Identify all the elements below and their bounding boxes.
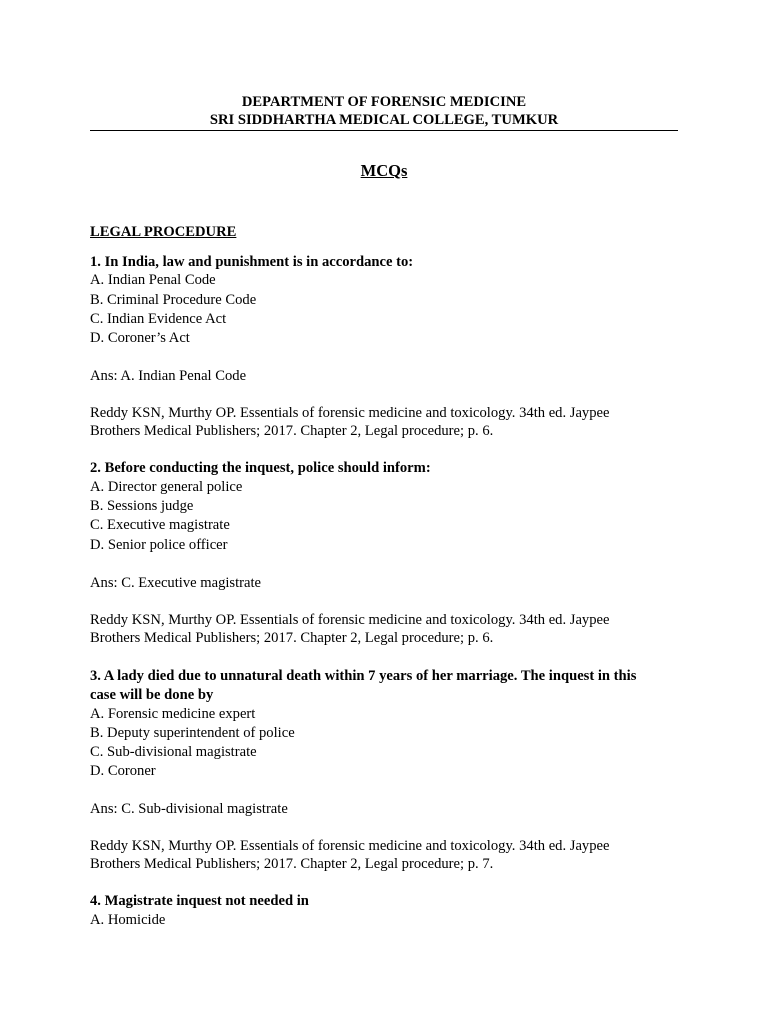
q2-option-c: C. Executive magistrate [90, 517, 230, 533]
q4-option-a: A. Homicide [90, 912, 166, 928]
question-2: 2. Before conducting the inquest, police should inform: [90, 460, 431, 476]
department-heading: DEPARTMENT OF FORENSIC MEDICINE [241, 94, 527, 110]
q2-option-b: B. Sessions judge [90, 498, 194, 514]
q1-option-c: C. Indian Evidence Act [90, 311, 227, 327]
question-3-line1: 3. A lady died due to unnatural death within 7 years of her marriage. The inquest in this [90, 668, 637, 684]
q1-option-b: B. Criminal Procedure Code [90, 292, 257, 308]
question-4: 4. Magistrate inquest not needed in [90, 893, 309, 909]
question-3-line2: case will be done by [90, 687, 214, 703]
q2-option-a: A. Director general police [90, 479, 243, 495]
q3-option-a: A. Forensic medicine expert [90, 706, 256, 722]
q2-answer: Ans: C. Executive magistrate [90, 575, 262, 591]
q1-option-a: A. Indian Penal Code [90, 272, 216, 288]
header-divider [90, 130, 678, 131]
q3-option-b: B. Deputy superintendent of police [90, 725, 295, 741]
q3-answer: Ans: C. Sub-divisional magistrate [90, 801, 288, 817]
q1-reference-line2: Brothers Medical Publishers; 2017. Chapter 2, Legal procedure; p. 6. [90, 423, 494, 439]
college-heading: SRI SIDDHARTHA MEDICAL COLLEGE, TUMKUR [209, 112, 559, 128]
q3-option-d: D. Coroner [90, 763, 156, 779]
q3-reference-line2: Brothers Medical Publishers; 2017. Chapter 2, Legal procedure; p. 7. [90, 856, 494, 872]
q1-option-d: D. Coroner’s Act [90, 330, 190, 346]
q3-option-c: C. Sub-divisional magistrate [90, 744, 257, 760]
q1-reference-line1: Reddy KSN, Murthy OP. Essentials of forensic medicine and toxicology. 34th ed. Jaypee [90, 405, 610, 421]
q1-answer: Ans: A. Indian Penal Code [90, 368, 247, 384]
q2-reference-line2: Brothers Medical Publishers; 2017. Chapter 2, Legal procedure; p. 6. [90, 630, 494, 646]
page-title [0, 161, 768, 180]
section-heading: LEGAL PROCEDURE [90, 224, 237, 240]
q2-option-d: D. Senior police officer [90, 537, 228, 553]
question-1: 1. In India, law and punishment is in accordance to: [90, 254, 414, 270]
q3-reference-line1: Reddy KSN, Murthy OP. Essentials of forensic medicine and toxicology. 34th ed. Jaypee [90, 838, 610, 854]
q2-reference-line1: Reddy KSN, Murthy OP. Essentials of forensic medicine and toxicology. 34th ed. Jaypee [90, 612, 610, 628]
page-title-text: MCQs [360, 161, 408, 180]
